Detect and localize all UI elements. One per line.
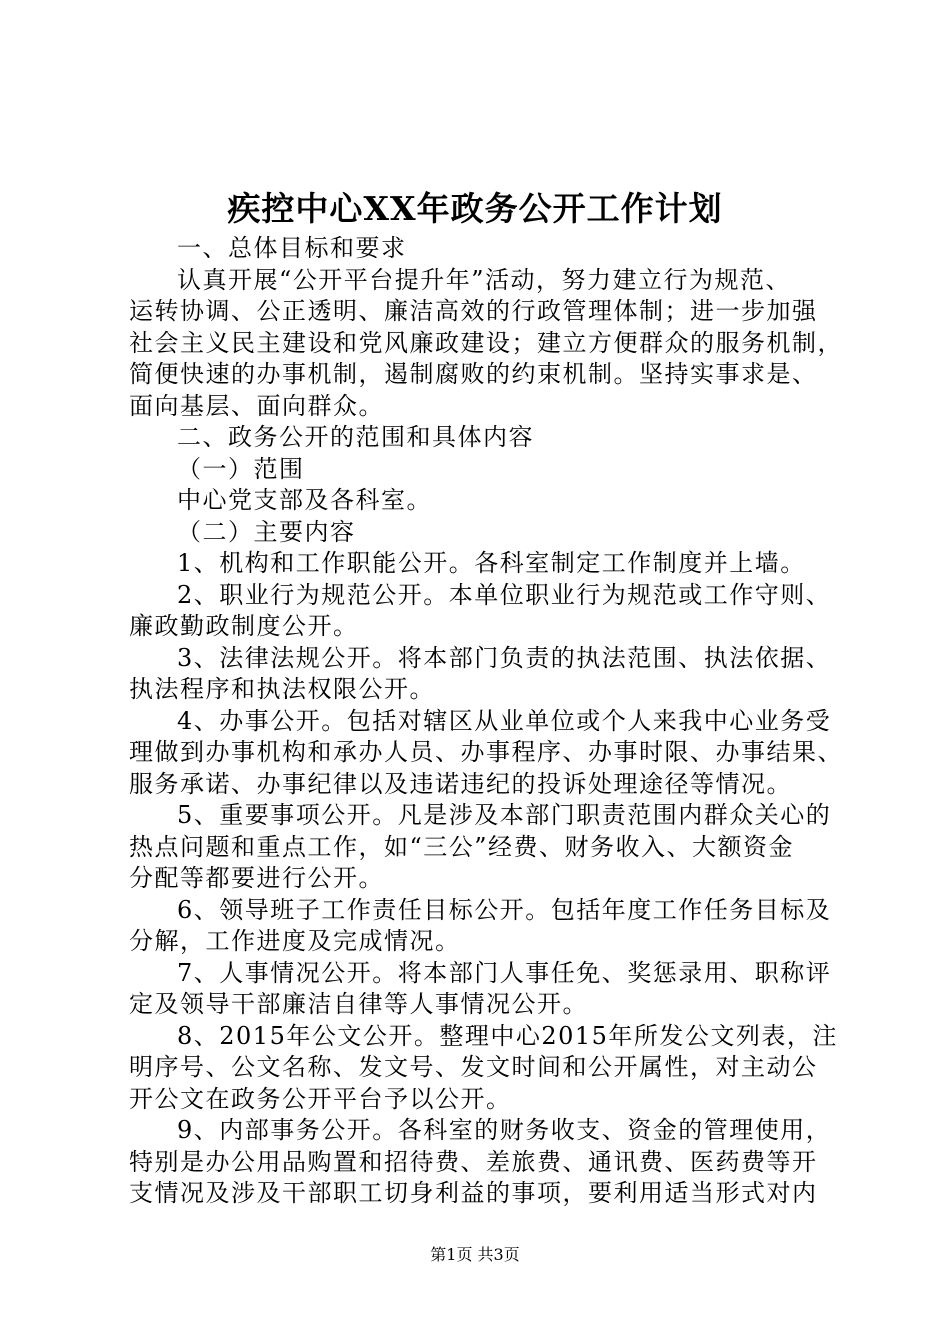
text-line: 认真开展“公开平台提升年”活动，努力建立行为规范、 xyxy=(177,265,792,294)
text-line: 特别是办公用品购置和招待费、差旅费、通讯费、医药费等开 xyxy=(129,1147,818,1176)
text-line: 9、内部事务公开。各科室的财务收支、资金的管理使用， xyxy=(177,1116,832,1144)
text-line: 廉政勤政制度公开。 xyxy=(129,612,359,640)
text-line: 2、职业行为规范公开。本单位职业行为规范或工作守则、 xyxy=(177,580,832,609)
document-title: 疾控中心XX年政务公开工作计划 xyxy=(227,189,723,228)
text-line: 开公文在政务公开平台予以公开。 xyxy=(129,1084,512,1113)
text-line: 一、总体目标和要求 xyxy=(177,234,407,262)
text-line: 服务承诺、办事纪律以及违诺违纪的投诉处理途径等情况。 xyxy=(129,769,792,798)
text-line: 3、法律法规公开。将本部门负责的执法范围、执法依据、 xyxy=(177,643,832,672)
text-line: 6、领导班子工作责任目标公开。包括年度工作任务目标及 xyxy=(177,895,832,924)
text-line: 中心党支部及各科室。 xyxy=(177,486,432,514)
text-line: （二）主要内容 xyxy=(177,517,356,546)
text-line: 执法程序和执法权限公开。 xyxy=(129,675,435,703)
text-line: 分解，工作进度及完成情况。 xyxy=(129,927,461,955)
document-body xyxy=(129,233,843,1210)
text-line: 4、办事公开。包括对辖区从业单位或个人来我中心业务受 xyxy=(177,706,832,735)
text-line: 理做到办事机构和承办人员、办事程序、办事时限、办事结果、 xyxy=(129,738,843,766)
text-line: 支情况及涉及干部职工切身利益的事项，要利用适当形式对内 xyxy=(129,1179,818,1207)
text-line: 运转协调、公正透明、廉洁高效的行政管理体制；进一步加强 xyxy=(129,297,818,325)
text-line: 8、2015年公文公开。整理中心2015年所发公文列表，注 xyxy=(177,1021,838,1050)
text-line: 7、人事情况公开。将本部门人事任免、奖惩录用、职称评 xyxy=(177,958,832,987)
text-line: （一）范围 xyxy=(177,454,305,483)
text-line: 1、机构和工作职能公开。各科室制定工作制度并上墙。 xyxy=(177,549,806,577)
text-line: 社会主义民主建设和党风廉政建设；建立方便群众的服务机制， xyxy=(129,328,843,357)
text-line: 面向基层、面向群众。 xyxy=(129,391,384,420)
text-line: 定及领导干部廉洁自律等人事情况公开。 xyxy=(129,990,588,1018)
text-line: 分配等都要进行公开。 xyxy=(129,864,384,892)
text-line: 二、政务公开的范围和具体内容 xyxy=(177,423,534,451)
text-line: 明序号、公文名称、发文号、发文时间和公开属性，对主动公 xyxy=(129,1053,818,1081)
page-footer: 第1页 共3页 xyxy=(430,1245,520,1264)
text-line: 5、重要事项公开。凡是涉及本部门职责范围内群众关心的 xyxy=(177,801,832,829)
text-line: 简便快速的办事机制，遏制腐败的约束机制。坚持实事求是、 xyxy=(129,360,818,388)
text-line: 热点问题和重点工作，如“三公”经费、财务收入、大额资金 xyxy=(129,832,795,861)
